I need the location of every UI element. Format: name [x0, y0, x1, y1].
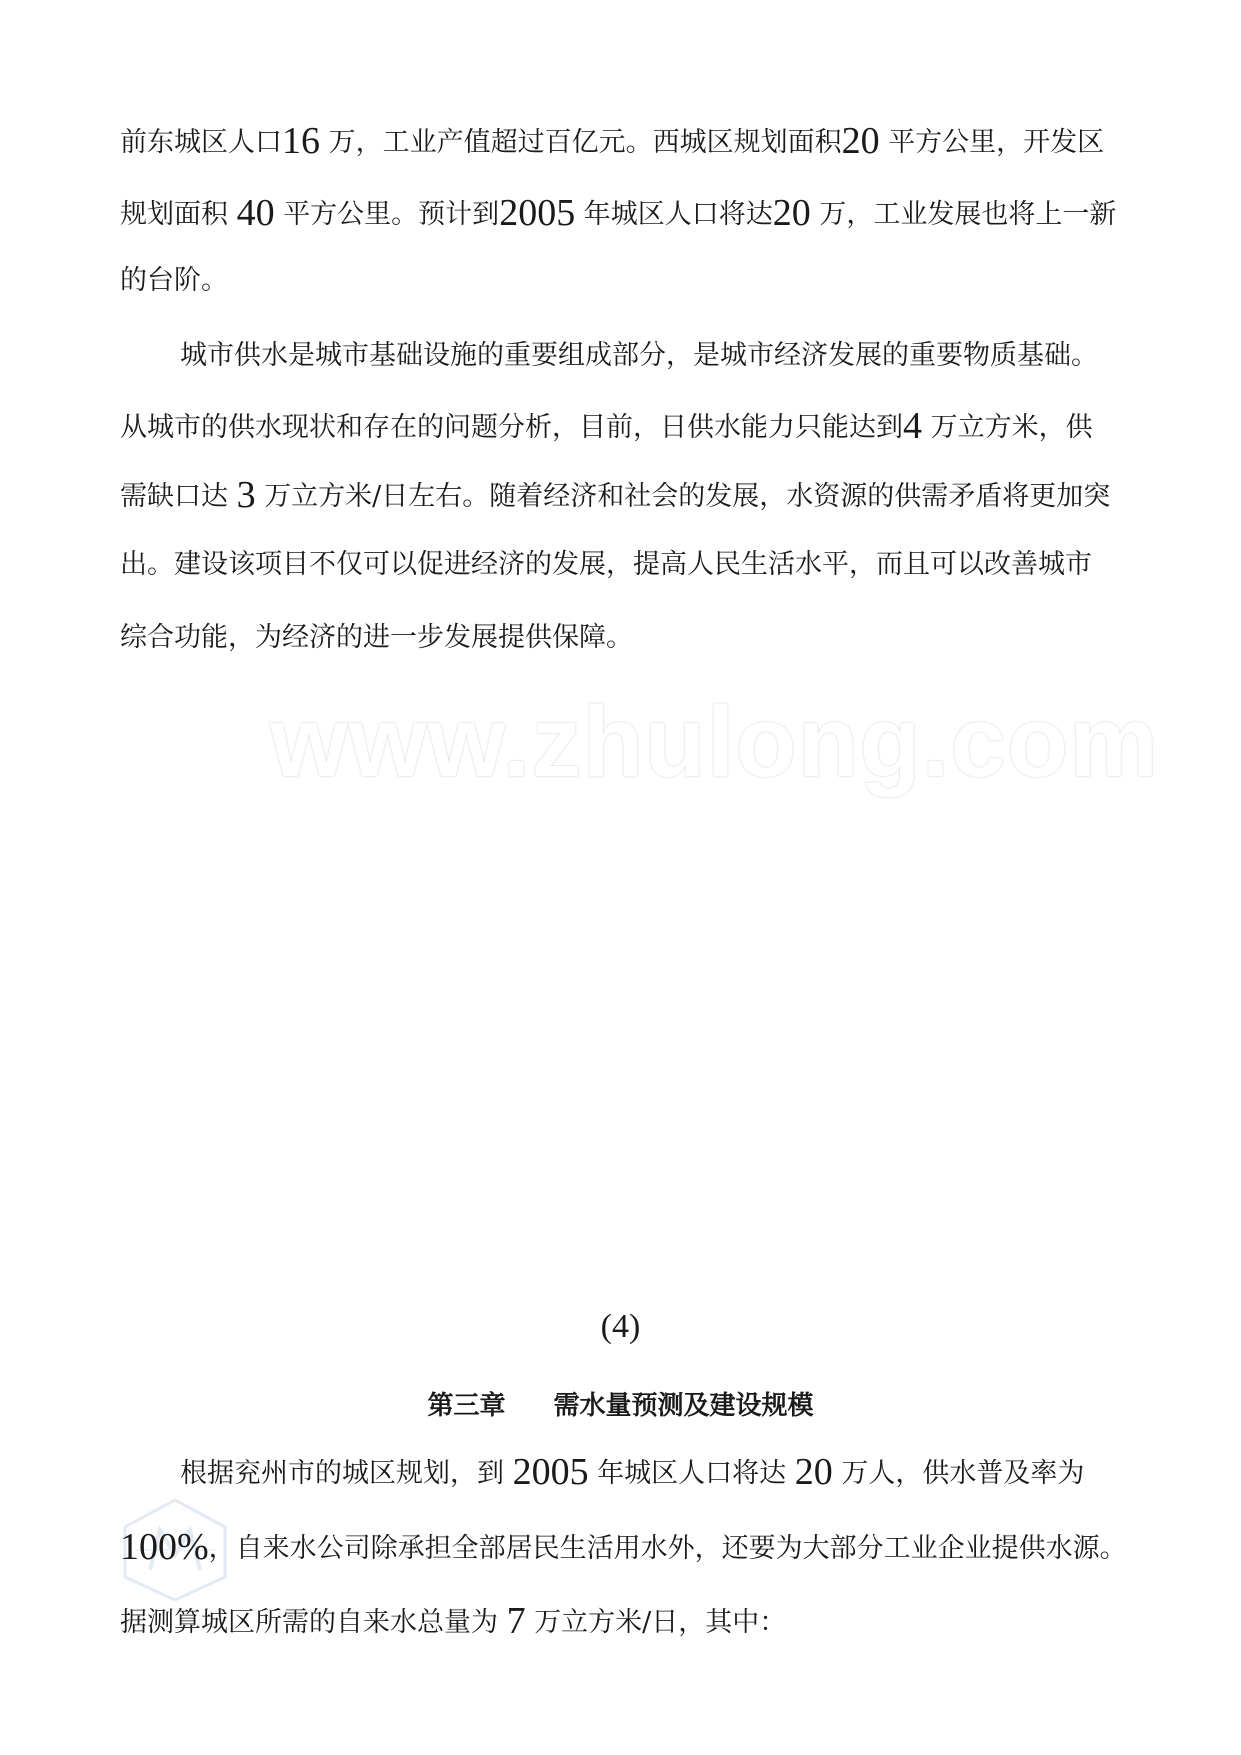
para1-line2: 规划面积 40 平方公里。预计到2005 年城区人口将达20 万，工业发展也将上一新 — [120, 192, 1117, 234]
para2-line5: 综合功能，为经济的进一步发展提供保障。 — [120, 622, 633, 653]
page-number: (4) — [600, 1308, 641, 1345]
para2-line1: 城市供水是城市基础设施的重要组成部分，是城市经济发展的重要物质基础。 — [180, 340, 1098, 371]
watermark-text: www.zhulong.com — [270, 686, 1160, 798]
chapter-label: 第三章 — [427, 1391, 506, 1421]
para3-line2: 100%，自来水公司除承担全部居民生活用水外，还要为大部分工业企业提供水源。 — [120, 1526, 1127, 1568]
para3-line1: 根据兖州市的城区规划，到 2005 年城区人口将达 20 万人，供水普及率为 — [180, 1451, 1085, 1493]
para2-line3: 需缺口达 3 万立方米/日左右。随着经济和社会的发展，水资源的供需矛盾将更加突 — [120, 474, 1111, 516]
para1-line3: 的台阶。 — [120, 265, 228, 296]
para3-line3: 据测算城区所需的自来水总量为 7 万立方米/日，其中： — [120, 1600, 787, 1642]
para2-line4: 出。建设该项目不仅可以促进经济的发展，提高人民生活水平，而且可以改善城市 — [120, 549, 1092, 580]
para1-line1: 前东城区人口16 万，工业产值超过百亿元。西城区规划面积20 平方公里，开发区 — [120, 120, 1105, 162]
para2-line2: 从城市的供水现状和存在的问题分析，目前，日供水能力只能达到4 万立方米，供 — [120, 405, 1093, 447]
chapter-heading: 需水量预测及建设规模 — [553, 1391, 814, 1421]
chapter-title — [0, 1385, 1241, 1422]
